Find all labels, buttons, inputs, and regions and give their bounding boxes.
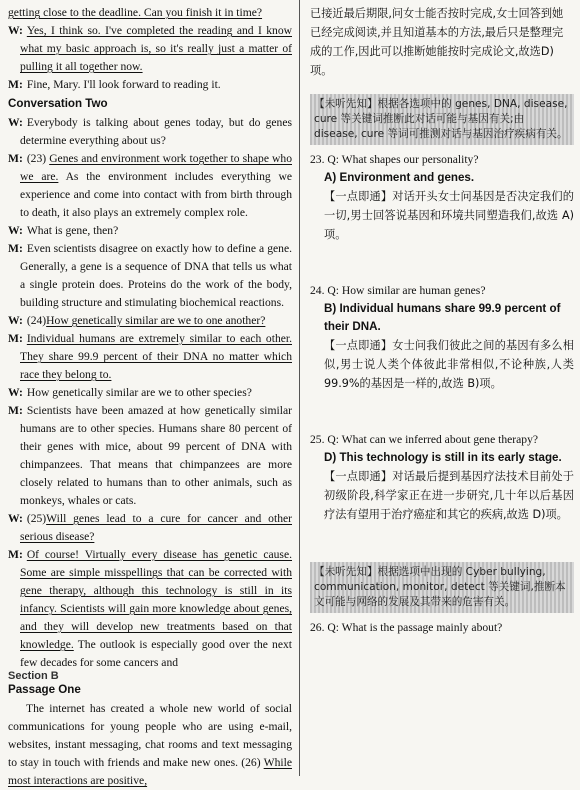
question-text: 24. Q: How similar are human genes? [310,284,486,297]
right-column [310,4,574,772]
question-23 [310,151,574,244]
speaker-line [8,22,292,76]
dialogue-text: Fine, Mary. I'll look forward to reading it. [26,78,221,91]
speaker-line [8,150,292,222]
speaker-label: M: [8,152,23,165]
question-number: (24) [26,314,47,327]
section-heading-cut: Section B [8,670,59,682]
speaker-label: W: [8,24,23,37]
spacer [310,393,574,431]
column-divider [299,0,300,776]
section-heading: Conversation Two [8,97,108,110]
speaker-label: W: [8,512,23,525]
speaker-line [8,546,292,672]
answer-text: A) Environment and genes. [324,171,475,184]
dialogue-text: As the environment includes everything we experience and come into contact with from birth through to death, it also plays an extremely complex role. [20,170,292,219]
dialogue-text: Everybody is talking about genes today, but do genes determine everything about us? [20,116,292,147]
underlined-text: getting close to the deadline. Can you finish it in time? [8,6,263,19]
explanation-continued: 已接近最后期限,问女士能否按时完成,女士回答到她已经完成阅读,并且知道基本的方法,最后只是整理完成的工作,因此可以推断她能按时完成论文,故选D)项。 [310,7,564,77]
speaker-label: M: [8,78,23,91]
preview-tip-box: 【未听先知】根据选项中出现的 Cyber bullying, communication, monitor, detect 等关键词,推断本文可能与网络的发展及其带来的危害有关。 [310,562,574,613]
answer-explanation: 【一点即通】对话开头女士问基因是否决定我们的一切,男士回答说基因和环境共同塑造我们,故选 A)项。 [324,190,574,241]
answer-text: B) Individual humans share 99.9 percent of their DNA. [324,302,561,333]
speaker-line [8,312,292,330]
speaker-line [8,76,292,94]
dialogue-text: Even scientists disagree on exactly how to define a gene. Generally, a gene is a sequence of DNA that tells us what a single protein does. Proteins do the work of the body, building structure and stimulating biochemical reactions. [20,242,292,309]
question-text: 25. Q: What can we inferred about gene therapy? [310,433,539,446]
spacer [310,244,574,282]
passage-text: The internet has created a whole new world of social communications for young people who are using e-mail, websites, instant messaging, chat rooms and text messaging to stay in touch with friends and make new ones. [8,702,292,769]
underlined-text: Yes, I think so. I've completed the reading and I know what my basic approach is, so it's really just a matter of pulling it all together now. [20,24,292,73]
passage-heading: Passage One [8,683,81,696]
speaker-line [8,240,292,312]
underlined-text: While most interactions are positive, [8,756,292,787]
question-number: (25) [26,512,47,525]
speaker-label: M: [8,404,23,417]
speaker-line [8,402,292,510]
dialogue-text: What is gene, then? [26,224,119,237]
speaker-line [8,384,292,402]
speaker-label: W: [8,386,23,399]
question-25 [310,431,574,524]
spacer [310,80,574,94]
question-text: 23. Q: What shapes our personality? [310,153,479,166]
spacer [310,524,574,562]
speaker-label: W: [8,314,23,327]
underlined-text: Of course! Virtually every disease has genetic cause. Some are simple misspellings that can be corrected with gene therapy, although this technology is still in its infancy. Scientists will gain more knowledge about genes, and they will develop new treatments based on that knowledge. [20,548,292,651]
dialogue-text: How genetically similar are we to other species? [26,386,252,399]
question-24 [310,282,574,393]
speaker-line [8,330,292,384]
underlined-text: Individual humans are extremely similar to each other. They share 99.9 percent of their DNA no matter which race they belong to. [20,332,292,381]
dialogue-text: The outlook is especially good over the next few decades for some cancers and [20,638,292,669]
answer-text: D) This technology is still in its early stage. [324,451,562,464]
left-column [8,4,292,787]
speaker-line [8,114,292,150]
speaker-line [8,222,292,240]
dialogue-text: Scientists have been amazed at how genetically similar humans are to other species. Humans share 80 percent of their genes with mice, about 99 percent of DNA with chimpanzees. That means that chimpanzees are more closely related to humans than to other animals, such as monkeys, whales or cats. [20,404,292,507]
question-number: (23) [26,152,47,165]
speaker-label: W: [8,224,23,237]
question-number: (26) [241,756,261,769]
underlined-text: Genes and environment work together to shape who we are. [20,152,292,183]
speaker-label: M: [8,242,23,255]
question-26-text: 26. Q: What is the passage mainly about? [310,621,503,634]
passage-paragraph [8,700,292,790]
underlined-text: How genetically similar are we to one another? [46,314,266,327]
speaker-label: M: [8,332,23,345]
underlined-text: Will genes lead to a cure for cancer and other serious disease? [20,512,292,543]
answer-explanation: 【一点即通】对话最后提到基因疗法技术目前处于初级阶段,科学家正在进一步研究,几十年以后基因疗法有望用于治疗癌症和其它的疾病,故选 D)项。 [324,470,574,521]
speaker-label: M: [8,548,23,561]
answer-explanation: 【一点即通】女士问我们彼此之间的基因有多么相似,男士说人类个体彼此非常相似,不论种族,人类 99.9%的基因是一样的,故选 B)项。 [324,339,574,390]
speaker-line [8,4,292,22]
speaker-label: W: [8,116,23,129]
speaker-line [8,510,292,546]
preview-tip-box: 【未听先知】根据各选项中的 genes, DNA, disease, cure 等关键词推断此对话可能与基因有关;由 disease, cure 等词可推测对话与基因治疗疾病有关。 [310,94,574,145]
